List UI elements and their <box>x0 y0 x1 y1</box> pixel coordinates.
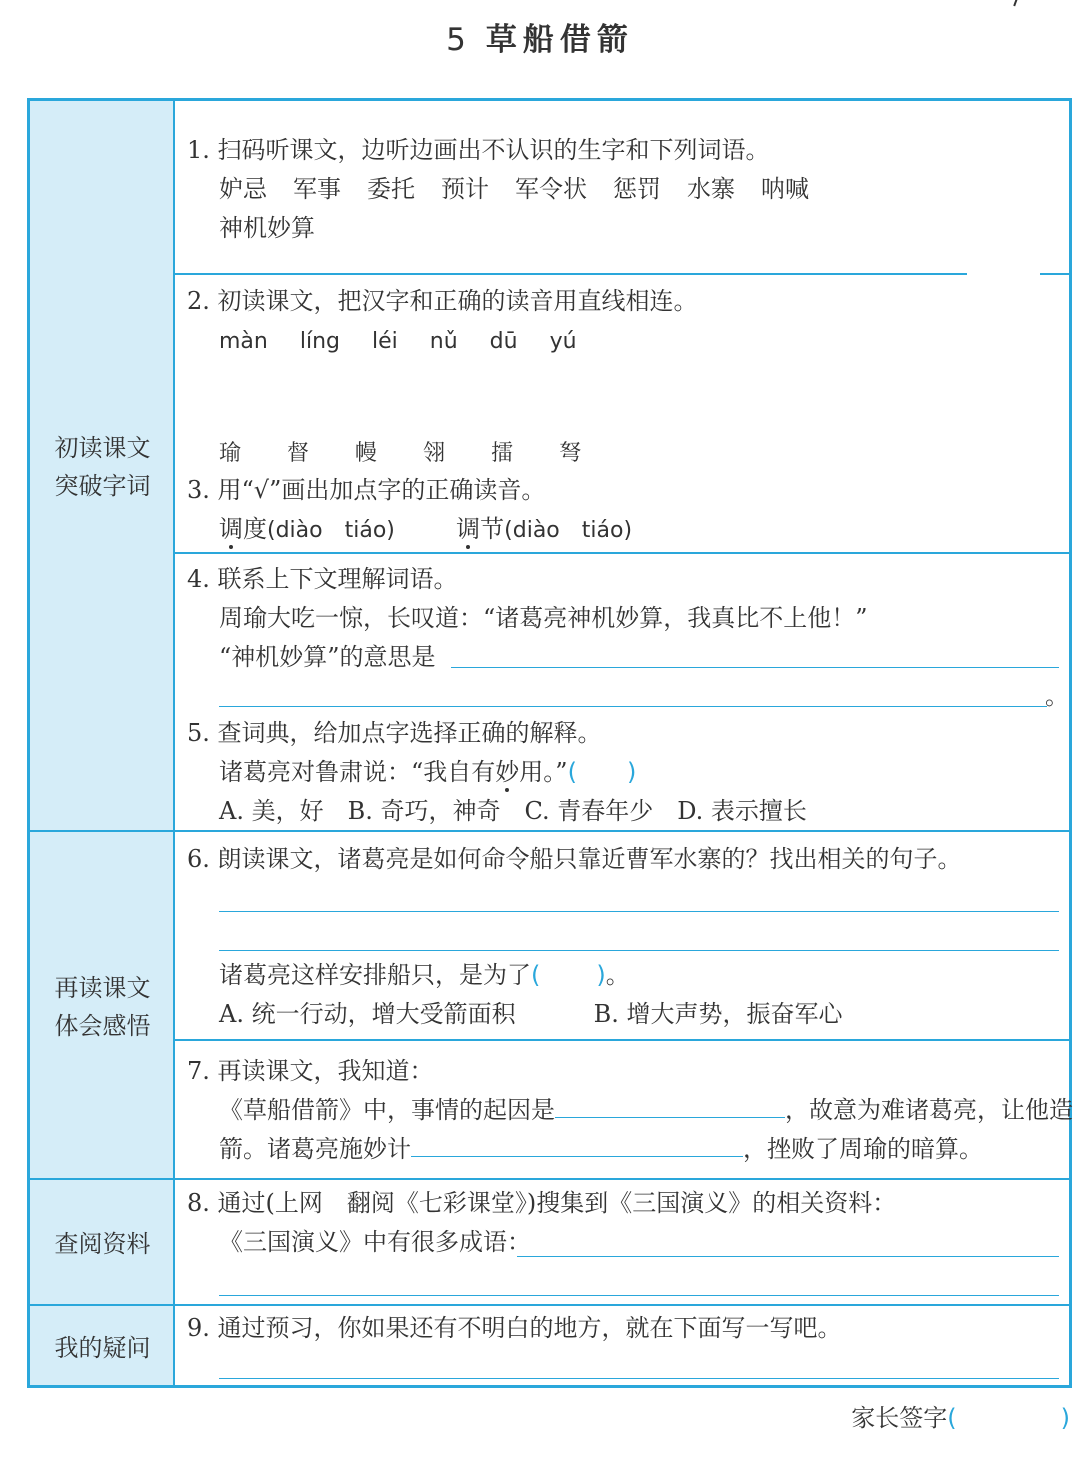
question-divider <box>175 1178 1069 1180</box>
question-divider <box>175 552 1069 554</box>
answer-line[interactable] <box>517 1256 1059 1257</box>
word-item: 委托 <box>367 175 415 203</box>
page-title <box>0 14 1080 59</box>
answer-line[interactable] <box>451 667 1059 668</box>
pinyin-item[interactable]: màn <box>219 329 268 354</box>
answer-paren[interactable]: ( ) <box>531 961 606 989</box>
q7-line2: 箭。诸葛亮施妙计 ，挫败了周瑜的暗算。 <box>187 1130 1073 1169</box>
q9-prompt: 9. 通过预习，你如果还有不明白的地方，就在下面写一写吧。 <box>187 1314 842 1342</box>
section-divider <box>30 830 175 832</box>
char-item[interactable]: 瑜 <box>219 441 242 466</box>
pinyin-item[interactable]: yú <box>549 329 577 354</box>
pinyin-item[interactable]: léi <box>372 329 398 354</box>
word-item: 预计 <box>441 175 489 203</box>
parent-signature: 家长签字( ) <box>851 1404 1070 1432</box>
answer-line[interactable] <box>219 706 1047 707</box>
q5-prompt: 5. 查词典，给加点字选择正确的解释。 <box>187 719 602 747</box>
q1-word-list <box>187 170 835 209</box>
q4-ask: “神机妙算”的意思是 <box>219 643 436 671</box>
char-item[interactable]: 幔 <box>355 441 378 466</box>
answer-line[interactable] <box>219 911 1059 912</box>
word-item: 呐喊 <box>761 175 809 203</box>
question-1 <box>187 131 835 248</box>
q5-options: A. 美，好 B. 奇巧，神奇 C. 青春年少 D. 表示擅长 <box>219 797 807 825</box>
answer-line[interactable] <box>219 1378 1059 1379</box>
pinyin-item[interactable]: dū <box>489 329 518 354</box>
pinyin-item[interactable]: nǔ <box>429 329 458 354</box>
word-item: 神机妙算 <box>219 214 315 242</box>
q8-line: 《三国演义》中有很多成语： <box>219 1228 531 1256</box>
q4-end-mark: 。 <box>1045 682 1069 710</box>
answer-blank[interactable] <box>555 1093 785 1118</box>
q8-prompt: 8. 通过(上网 翻阅《七彩课堂》)搜集到《三国演义》的相关资料： <box>187 1189 897 1217</box>
question-divider <box>175 273 967 275</box>
question-6 <box>187 840 962 879</box>
q4-quote: 周瑜大吃一惊，长叹道：“诸葛亮神机妙算，我真比不上他！” <box>219 604 868 632</box>
dotted-char: 调 <box>219 515 243 543</box>
char-item[interactable]: 翎 <box>423 441 446 466</box>
q3-items: 调度(diào tiáo) 调节(diào tiáo) <box>219 515 633 543</box>
q7-line1: 《草船借箭》中，事情的起因是 ，故意为难诸葛亮，让他造 <box>187 1091 1073 1130</box>
q3-option-2[interactable]: (diào tiáo) <box>504 518 633 543</box>
word-item: 妒忌 <box>219 175 267 203</box>
question-3 <box>187 471 632 550</box>
q3-prompt: 3. 用“√”画出加点字的正确读音。 <box>187 476 546 504</box>
question-divider <box>175 1304 1069 1306</box>
answer-blank[interactable] <box>411 1132 743 1157</box>
q2-prompt: 2. 初读课文，把汉字和正确的读音用直线相连。 <box>187 287 698 315</box>
question-9 <box>187 1309 842 1348</box>
answer-paren[interactable]: ( ) <box>567 758 637 786</box>
q2-pinyin-row <box>187 321 698 361</box>
char-item[interactable]: 督 <box>287 441 310 466</box>
char-item[interactable]: 擂 <box>491 441 514 466</box>
corner-mark <box>1000 0 1020 6</box>
q6-choice <box>187 956 843 1034</box>
word-item: 军事 <box>293 175 341 203</box>
title-number: 5 <box>446 22 472 58</box>
char-item[interactable]: 弩 <box>559 441 582 466</box>
answer-line[interactable] <box>219 1295 1059 1296</box>
section-label-first-read: 初读课文 突破字词 <box>54 434 151 500</box>
answer-line[interactable] <box>219 950 1059 951</box>
question-divider <box>175 1039 1069 1041</box>
q6-prompt: 6. 朗读课文，诸葛亮是如何命令船只靠近曹军水寨的？找出相关的句子。 <box>187 845 962 873</box>
word-item: 水寨 <box>687 175 735 203</box>
worksheet-frame <box>27 98 1072 1388</box>
word-item: 惩罚 <box>613 175 661 203</box>
pinyin-item[interactable]: líng <box>299 329 340 354</box>
question-8 <box>187 1184 896 1262</box>
section-divider <box>30 1304 175 1306</box>
section-label-research: 查阅资料 <box>54 1230 151 1258</box>
section-divider <box>30 1178 175 1180</box>
signature-field[interactable]: ( ) <box>947 1404 1070 1432</box>
question-4 <box>187 560 868 677</box>
dotted-char: 妙 <box>495 758 520 786</box>
q6-ask: 诸葛亮这样安排船只，是为了( )。 <box>219 961 630 989</box>
q1-prompt: 1. 扫码听课文，边听边画出不认识的生字和下列词语。 <box>187 136 770 164</box>
q3-option-1[interactable]: (diào tiáo) <box>267 518 395 543</box>
q4-prompt: 4. 联系上下文理解词语。 <box>187 565 458 593</box>
q5-sentence: 诸葛亮对鲁肃说：“我自有妙用。”( ) <box>219 758 637 786</box>
q6-options: A. 统一行动，增大受箭面积 B. 增大声势，振奋军心 <box>219 1000 843 1028</box>
question-divider <box>1040 273 1069 275</box>
word-item: 军令状 <box>515 175 587 203</box>
section-label-questions: 我的疑问 <box>54 1334 151 1362</box>
question-2 <box>187 282 698 361</box>
title-text: 草船借箭 <box>485 22 634 58</box>
question-7 <box>187 1052 1073 1169</box>
section-label-second-read: 再读课文 体会感悟 <box>54 974 151 1040</box>
q7-prompt: 7. 再读课文，我知道： <box>187 1057 434 1085</box>
q2-char-row <box>219 433 627 473</box>
question-5 <box>187 714 807 831</box>
section-sidebar <box>30 101 175 1385</box>
dotted-char: 调 <box>456 515 481 543</box>
